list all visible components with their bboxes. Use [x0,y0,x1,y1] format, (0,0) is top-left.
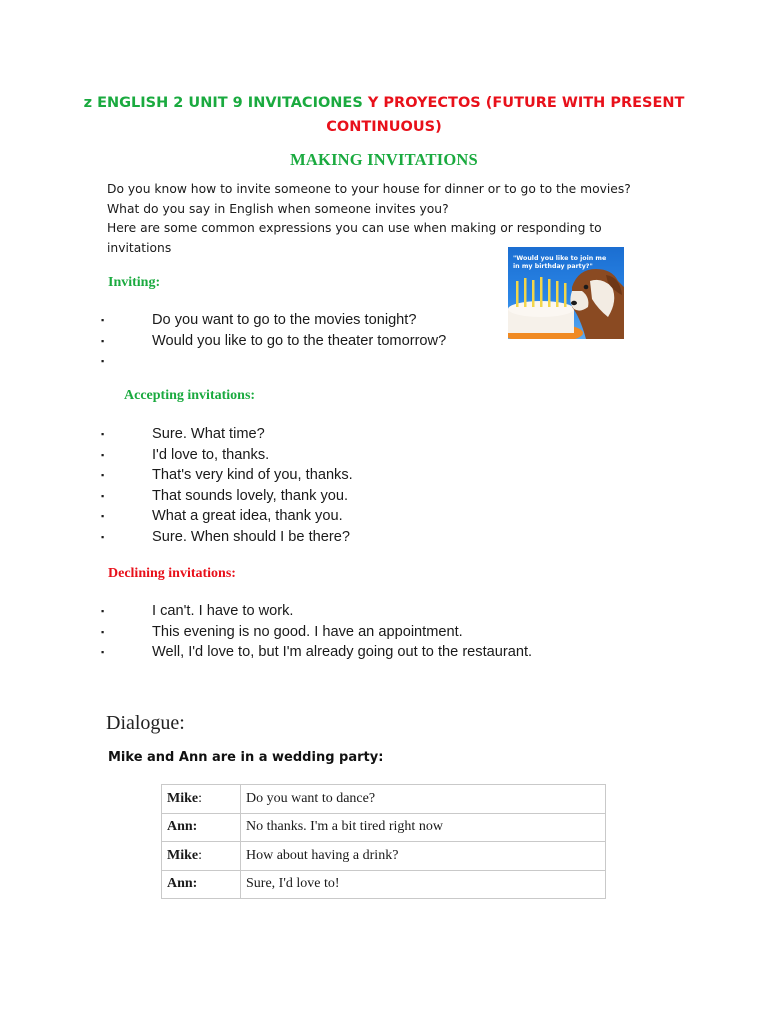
speaker-cell: Mike: [162,842,241,871]
dialogue-heading: Dialogue: [106,712,185,734]
bullet-icon: ▪ [101,647,105,658]
photo-caption-1: "Would you like to join me [513,255,607,262]
line-cell: No thanks. I'm a bit tired right now [241,813,606,842]
bullet-icon: ▪ [101,335,105,346]
birthday-dog-illustration [508,247,624,339]
line-cell: Do you want to dance? [241,785,606,814]
speaker-cell: Mike: [162,785,241,814]
bullet-icon: ▪ [101,315,105,325]
bullet-icon: ▪ [101,490,105,501]
bullet-icon: ▪ [101,356,105,367]
inviting-heading: Inviting: [108,275,161,290]
title-red-part: Y PROYECTOS (FUTURE WITH PRESENT [367,95,685,111]
table-row [162,870,606,899]
declining-heading: Declining invitations: [108,566,236,581]
title-green-part: z ENGLISH 2 UNIT 9 INVITACIONES [83,95,363,111]
dialogue-table [161,784,606,899]
photo-caption-2: in my birthday party?" [513,263,593,270]
bullet-icon: ▪ [101,449,105,460]
accepting-heading: Accepting invitations: [124,388,256,403]
table-row [162,842,606,871]
speaker-cell: Ann: [162,870,241,899]
table-row [162,813,606,842]
line-cell: Sure, I'd love to! [241,870,606,899]
bullet-icon: ▪ [101,531,105,542]
bullet-icon: ▪ [101,429,105,439]
bullet-icon: ▪ [101,470,105,481]
dialogue-context: Mike and Ann are in a wedding party: [108,750,384,765]
intro-line: Do you know how to invite someone to your house for dinner or to go to the movies? [107,182,631,196]
document-title-line-1 [0,91,768,115]
speaker-cell: Ann: [162,813,241,842]
intro-line: What do you say in English when someone invites you? [107,201,449,216]
line-cell: How about having a drink? [241,842,606,871]
birthday-dog-image [508,247,624,339]
bullet-icon: ▪ [101,606,105,616]
document-title-line-2: CONTINUOUS) [326,119,442,135]
bullet-icon: ▪ [101,511,105,522]
section-subtitle: MAKING INVITATIONS [290,150,478,169]
intro-line: Here are some common expressions you can use when making or responding to [107,221,602,236]
table-row [162,785,606,814]
bullet-icon: ▪ [101,626,105,637]
intro-line: invitations [107,241,172,256]
